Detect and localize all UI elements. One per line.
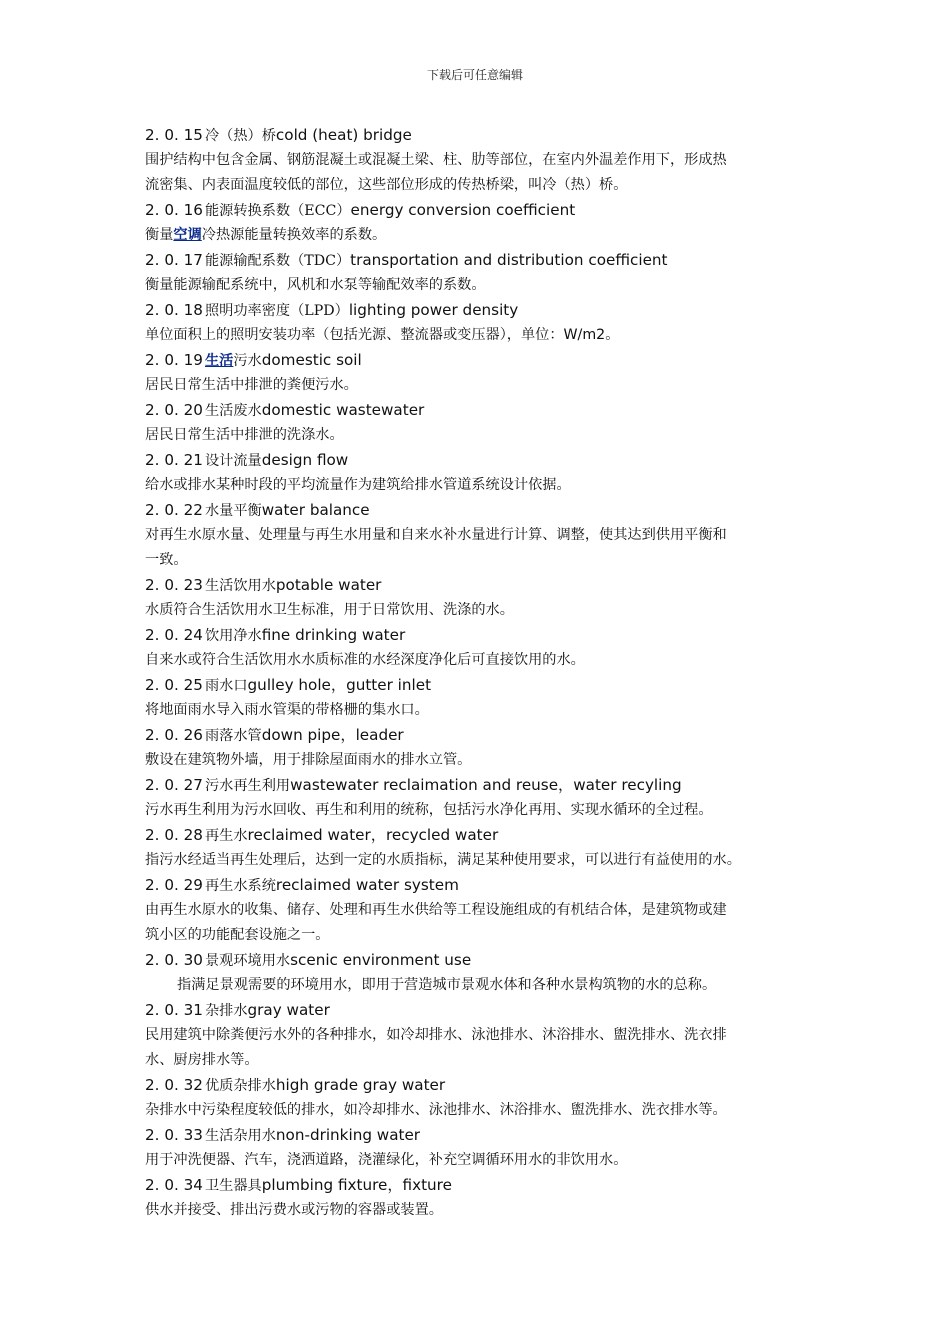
term-number: 2. 0. 22: [145, 501, 203, 519]
term-chinese: 污水: [233, 353, 262, 369]
term-english: lighting power density: [348, 301, 519, 319]
term-definition: 用于冲洗便器、汽车，浇洒道路，浇灌绿化，补充空调循环用水的非饮用水。: [145, 1152, 628, 1168]
term-number: 2. 0. 23: [145, 576, 203, 594]
term-english: fine drinking water: [261, 626, 406, 644]
term-number: 2. 0. 19: [145, 351, 203, 369]
term-number: 2. 0. 15: [145, 126, 203, 144]
term-definition: 指满足景观需要的环境用水，即用于营造城市景观水体和各种水景构筑物的水的总称。: [177, 977, 717, 993]
term-definition: 水质符合生活饮用水卫生标准，用于日常饮用、洗涤的水。: [145, 602, 514, 618]
term-english: domestic wastewater: [261, 401, 425, 419]
term-definition: 供水并接受、排出污费水或污物的容器或装置。: [145, 1202, 443, 1218]
term-number: 2. 0. 20: [145, 401, 203, 419]
term-number: 2. 0. 25: [145, 676, 203, 694]
term-heading: [145, 398, 815, 423]
term-number: 2. 0. 18: [145, 301, 203, 319]
glossary-content: [145, 123, 815, 1223]
term-definition: 自来水或符合生活饮用水水质标准的水经深度净化后可直接饮用的水。: [145, 652, 585, 668]
term-english: transportation and distribution coefficient: [350, 251, 668, 269]
term-definition: 民用建筑中除粪便污水外的各种排水，如冷却排水、泳池排水、沐浴排水、盥洗排水、洗衣排: [145, 1027, 727, 1043]
term-chinese: 生活饮用水: [204, 578, 276, 594]
term-definition: 围护结构中包含金属、钢筋混凝土或混凝土梁、柱、肋等部位，在室内外温差作用下，形成热: [145, 152, 727, 168]
header-note: 下载后可任意编辑: [426, 68, 523, 82]
term-heading: [145, 623, 815, 648]
term-definition: 筑小区的功能配套设施之一。: [145, 927, 330, 943]
term-english: potable water: [275, 576, 382, 594]
term-heading: [145, 123, 815, 148]
domestic-link[interactable]: 生活: [204, 353, 234, 369]
definition-text: 。: [605, 327, 620, 343]
term-english: design flow: [261, 451, 349, 469]
term-definition: 对再生水原水量、处理量与再生水用量和自来水补水量进行计算、调整，使其达到供用平衡和: [145, 527, 727, 543]
term-heading: [145, 498, 815, 523]
term-heading: [145, 673, 815, 698]
term-definition: 流密集、内表面温度较低的部位，这些部位形成的传热桥梁，叫冷（热）桥。: [145, 177, 628, 193]
unit-text: W/m2: [563, 327, 606, 343]
term-definition: 敷设在建筑物外墙，用于排除屋面雨水的排水立管。: [145, 752, 472, 768]
term-number: 2. 0. 17: [145, 251, 203, 269]
term-chinese: 污水再生利用: [204, 778, 291, 794]
term-heading: [145, 448, 815, 473]
term-definition: 水、厨房排水等。: [145, 1052, 259, 1068]
term-heading: [145, 1123, 815, 1148]
term-definition: 污水再生利用为污水回收、再生和利用的统称，包括污水净化再用、实现水循环的全过程。: [145, 802, 713, 818]
term-heading: [145, 723, 815, 748]
term-chinese: 生活废水: [204, 403, 262, 419]
term-number: 2. 0. 24: [145, 626, 203, 644]
term-english: gulley hole，gutter inlet: [247, 676, 432, 694]
term-heading: [145, 298, 815, 323]
term-number: 2. 0. 31: [145, 1001, 203, 1019]
term-english: domestic soil: [261, 351, 362, 369]
term-chinese: 生活杂用水: [204, 1128, 276, 1144]
term-chinese: 设计流量: [204, 453, 262, 469]
term-chinese: 雨落水管: [204, 728, 262, 744]
term-number: 2. 0. 26: [145, 726, 203, 744]
term-number: 2. 0. 32: [145, 1076, 203, 1094]
term-definition: [145, 323, 815, 348]
term-number: 2. 0. 30: [145, 951, 203, 969]
term-chinese: 优质杂排水: [204, 1078, 276, 1094]
term-heading: [145, 998, 815, 1023]
term-number: 2. 0. 34: [145, 1176, 203, 1194]
term-chinese: 再生水系统: [204, 878, 276, 894]
term-english: cold (heat) bridge: [275, 126, 412, 144]
term-number: 2. 0. 29: [145, 876, 203, 894]
term-english: reclaimed water，recycled water: [247, 826, 499, 844]
term-english: down pipe，leader: [261, 726, 404, 744]
term-heading: [145, 773, 815, 798]
term-english: gray water: [247, 1001, 330, 1019]
term-heading: [145, 248, 815, 273]
term-definition: 将地面雨水导入雨水管渠的带格栅的集水口。: [145, 702, 429, 718]
term-definition: 杂排水中污染程度较低的排水，如冷却排水、泳池排水、沐浴排水、盥洗排水、洗衣排水等。: [145, 1102, 727, 1118]
term-definition: 给水或排水某种时段的平均流量作为建筑给排水管道系统设计依据。: [145, 477, 571, 493]
term-english: plumbing fixture，fixture: [261, 1176, 452, 1194]
term-heading: [145, 348, 815, 373]
term-definition: [145, 223, 815, 248]
term-heading: [145, 1073, 815, 1098]
definition-text: 单位面积上的照明安装功率（包括光源、整流器或变压器），单位：: [145, 327, 564, 343]
term-definition: 由再生水原水的收集、储存、处理和再生水供给等工程设施组成的有机结合体，是建筑物或建: [145, 902, 727, 918]
term-chinese: 冷（热）桥: [204, 128, 276, 144]
term-chinese: 杂排水: [204, 1003, 248, 1019]
aircon-link[interactable]: 空调: [173, 227, 202, 243]
term-number: 2. 0. 33: [145, 1126, 203, 1144]
term-number: 2. 0. 16: [145, 201, 203, 219]
term-heading: [145, 873, 815, 898]
term-number: 2. 0. 27: [145, 776, 203, 794]
definition-text: 冷热源能量转换效率的系数。: [201, 227, 387, 243]
term-number: 2. 0. 21: [145, 451, 203, 469]
term-definition: 居民日常生活中排泄的洗涤水。: [145, 427, 344, 443]
term-english: water balance: [261, 501, 370, 519]
term-chinese: 能源转换系数（ECC）: [204, 203, 351, 219]
term-heading: [145, 823, 815, 848]
term-chinese: 雨水口: [204, 678, 248, 694]
term-english: wastewater reclaimation and reuse，water recyling: [290, 776, 682, 794]
term-chinese: 再生水: [204, 828, 248, 844]
definition-text: 衡量: [145, 227, 174, 243]
term-english: high grade gray water: [275, 1076, 446, 1094]
term-heading: [145, 198, 815, 223]
term-chinese: 能源输配系数（TDC）: [204, 253, 351, 269]
term-heading: [145, 948, 815, 973]
term-english: reclaimed water system: [275, 876, 459, 894]
term-chinese: 照明功率密度（LPD）: [204, 303, 349, 319]
term-heading: [145, 573, 815, 598]
term-definition: 指污水经适当再生处理后，达到一定的水质指标，满足某种使用要求，可以进行有益使用的水。: [145, 852, 741, 868]
term-definition: 一致。: [145, 552, 188, 568]
term-heading: [145, 1173, 815, 1198]
term-chinese: 景观环境用水: [204, 953, 291, 969]
term-chinese: 卫生器具: [204, 1178, 262, 1194]
term-chinese: 水量平衡: [204, 503, 262, 519]
term-chinese: 饮用净水: [204, 628, 262, 644]
term-definition: 衡量能源输配系统中，风机和水泵等输配效率的系数。: [145, 277, 486, 293]
term-definition: 居民日常生活中排泄的粪便污水。: [145, 377, 358, 393]
term-english: non-drinking water: [275, 1126, 421, 1144]
term-number: 2. 0. 28: [145, 826, 203, 844]
term-english: scenic environment use: [290, 951, 472, 969]
term-english: energy conversion coefficient: [350, 201, 576, 219]
